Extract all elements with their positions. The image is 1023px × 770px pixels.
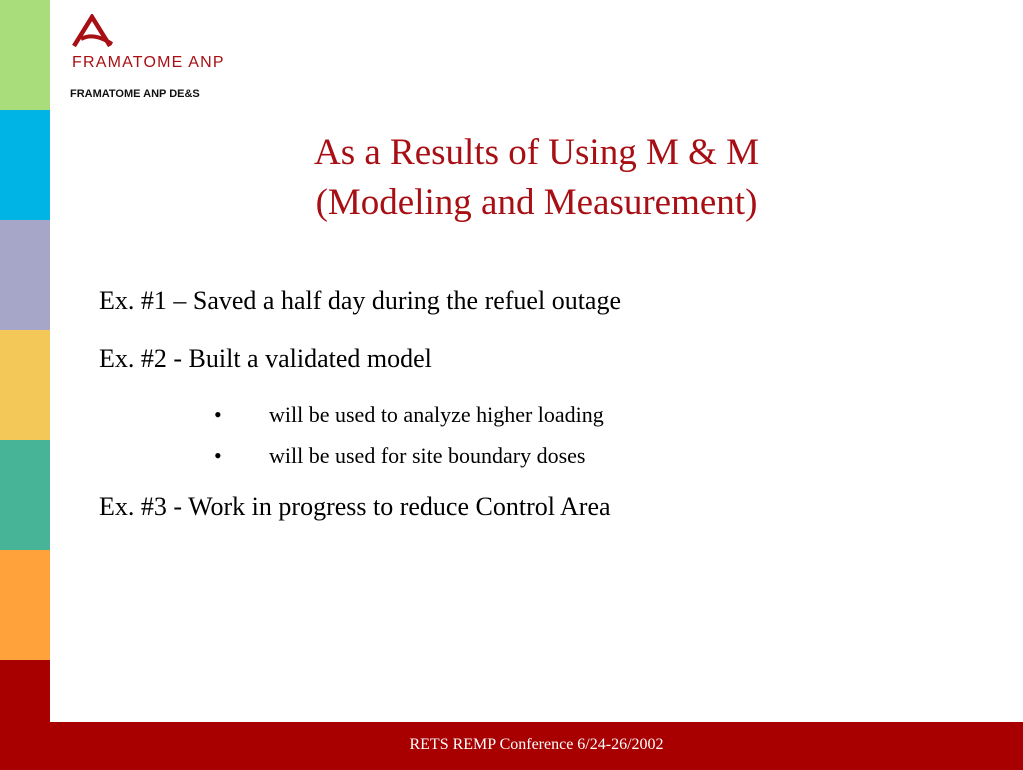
stripe-yellow	[0, 330, 50, 440]
example-1: Ex. #1 – Saved a half day during the refuel outage	[99, 286, 621, 315]
side-color-stripes	[0, 0, 50, 770]
bullet-marker: •	[214, 443, 222, 468]
slide-title	[50, 128, 1023, 228]
footer-text: RETS REMP Conference 6/24-26/2002	[409, 736, 664, 753]
title-line-2: (Modeling and Measurement)	[315, 182, 758, 223]
stripe-cyan	[0, 110, 50, 220]
example-3: Ex. #3 - Work in progress to reduce Control Area	[99, 492, 611, 521]
title-line-1: As a Results of Using M & M	[313, 132, 760, 173]
stripe-green	[0, 0, 50, 110]
bullet-marker: •	[214, 402, 222, 427]
framatome-logo-icon	[72, 14, 116, 50]
stripe-orange	[0, 550, 50, 660]
bullet-text: will be used to analyze higher loading	[269, 402, 604, 427]
example-2: Ex. #2 - Built a validated model	[99, 344, 432, 373]
stripe-teal	[0, 440, 50, 550]
bullet-text: will be used for site boundary doses	[269, 443, 586, 468]
division-label: FRAMATOME ANP DE&S	[70, 88, 200, 100]
logo-name: FRAMATOME ANP	[72, 54, 225, 71]
stripe-lavender	[0, 220, 50, 330]
